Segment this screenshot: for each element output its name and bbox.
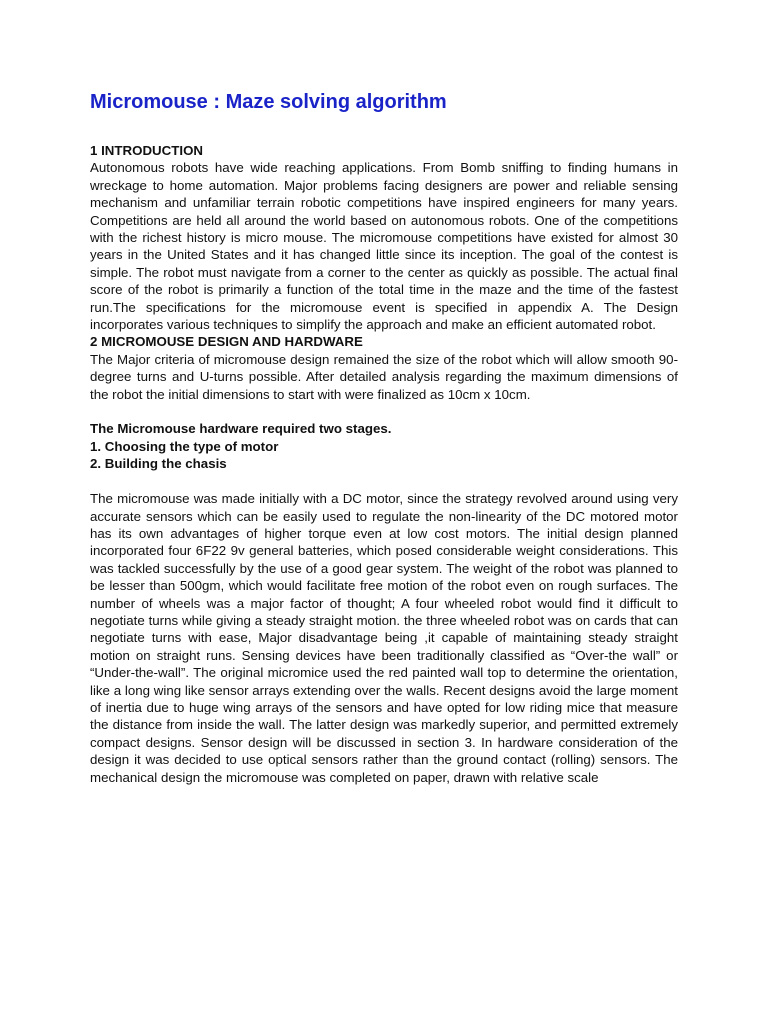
- introduction-paragraph: Autonomous robots have wide reaching applications. From Bomb sniffing to finding humans in wreckage to home automation. Major problems facing designers are power and reliable sensing mechanism and unfamiliar terrain robotic competitions have inspired engineers for many years. Competitions are held all around the world based on autonomous robots. One of the competitions with the richest history is micro mouse. The micromouse competitions have existed for almost 30 years in the United States and it has changed little since its inception. The goal of the contest is simple. The robot must navigate from a corner to the center as quickly as possible. The actual final score of the robot is primarily a function of the total time in the maze and the time of the fastest run.The specifications for the micromouse event is specified in appendix A. The Design incorporates various techniques to simplify the approach and make an efficient automated robot.: [90, 160, 678, 333]
- stage-item-motor: 1. Choosing the type of motor: [90, 438, 279, 454]
- design-criteria-paragraph: The Major criteria of micromouse design remained the size of the robot which will allow smooth 90-degree turns and U-turns possible. After detailed analysis regarding the maximum dimensions of the robot the initial dimensions to start with were finalized as 10cm x 10cm.: [90, 351, 678, 402]
- hardware-stages-heading: The Micromouse hardware required two stages.: [90, 421, 392, 437]
- spacer: [90, 473, 678, 490]
- document-title: Micromouse : Maze solving algorithm: [90, 91, 447, 113]
- spacer: [90, 403, 678, 420]
- section-heading-design-hardware: 2 MICROMOUSE DESIGN AND HARDWARE: [90, 334, 363, 350]
- motor-design-paragraph: The micromouse was made initially with a DC motor, since the strategy revolved around using very accurate sensors which can be easily used to regulate the non-linearity of the DC motored motor has its own advantages of higher torque even at low cost motors. The initial design planned incorporated four 6F22 9v general batteries, which posed considerable weight considerations. This was tackled successfully by the use of a good gear system. The weight of the robot was planned to be lesser than 500gm, which would facilitate free motion of the robot even on rough surfaces. The number of wheels was a major factor of thought; A four wheeled robot would find it difficult to negotiate turns while giving a steady straight motion. the three wheeled robot was on cards that can negotiate turns with ease, Major disadvantage being ,it capable of maintaining steady straight motion on straight runs. Sensing devices have been traditionally classified as “Over-the wall” or “Under-the-wall”. The original micromice used the red painted wall top to determine the orientation, like a long wing like sensor arrays extending over the walls. Recent designs avoid the large moment of inertia due to huge wing arrays of the sensors and have opted for low riding mice that measure the distance from inside the wall. The latter design was markedly superior, and permitted extremely compact designs. Sensor design will be discussed in section 3. In hardware consideration of the design it was decided to use optical sensors rather than the ground contact (rolling) sensors. The mechanical design the micromouse was completed on paper, drawn with relative scale: [90, 491, 678, 785]
- stage-item-chasis: 2. Building the chasis: [90, 456, 227, 472]
- section-heading-introduction: 1 INTRODUCTION: [90, 143, 204, 158]
